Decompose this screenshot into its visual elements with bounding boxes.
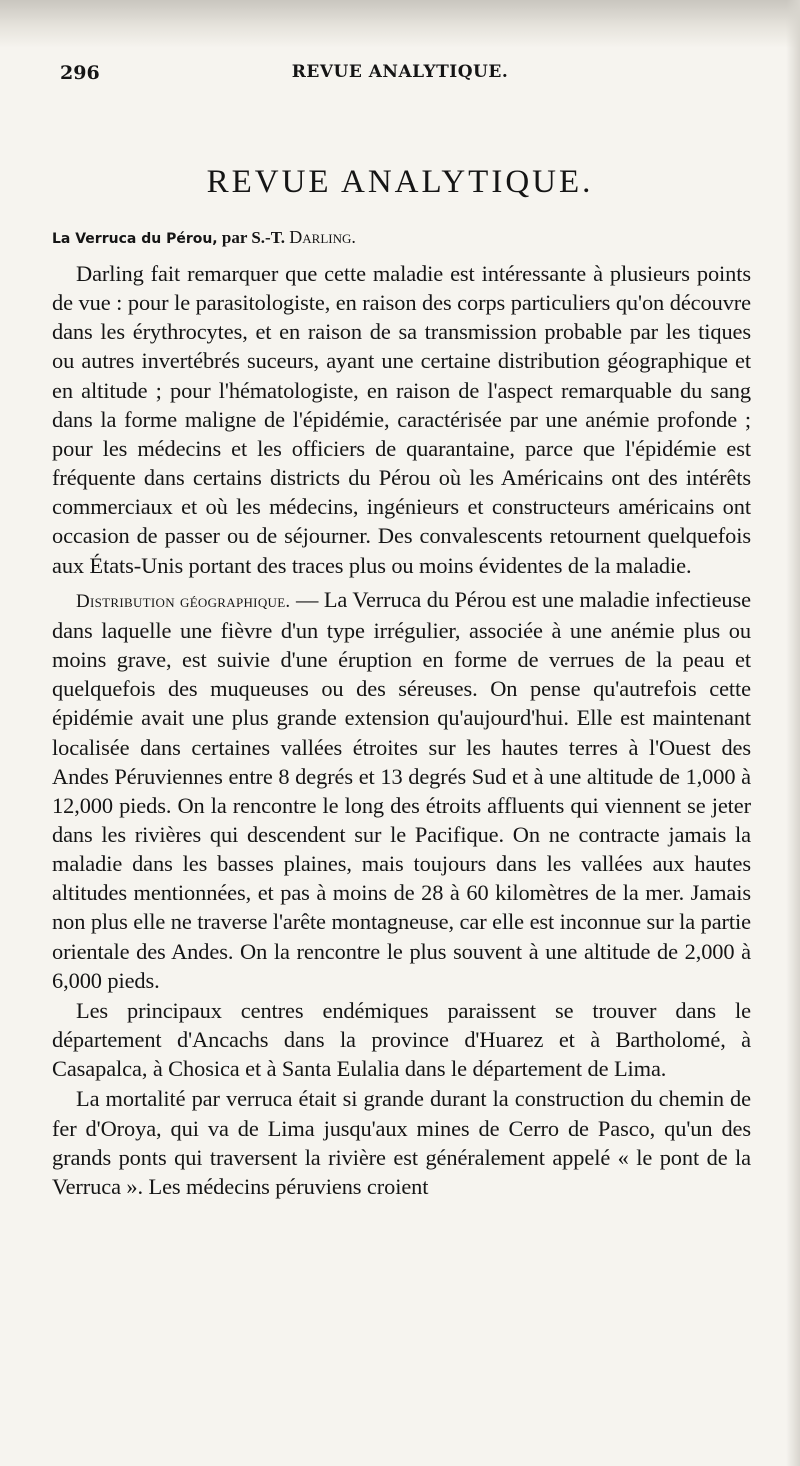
article-heading bbox=[52, 225, 751, 251]
paragraph-distribution-text: — La Verruca du Pérou est une maladie infectieuse dans laquelle une fièvre d'un type irrégulier, associée à une anémie plus ou moins grave, est suivie d'une éruption en forme de verrues de la peau et quelquefois des muqueuses ou des séreuses. On pense qu'autrefois cette épidémie avait une plus grande extension qu'aujourd'hui. Elle est maintenant localisée dans certaines vallées étroites sur les hautes terres à l'Ouest des Andes Péruviennes entre 8 degrés et 13 degrés Sud et à une altitude de 1,000 à 12,000 pieds. On la rencontre le long des étroits affluents qui viennent se jeter dans les rivières qui descendent sur le Pacifique. On ne contracte jamais la maladie dans les basses plaines, mais toujours dans les vallées aux hautes altitudes mentionnées, et pas à moins de 28 à 60 kilomètres de la mer. Jamais non plus elle ne traverse l'arête montagneuse, car elle est inconnue sur la partie orientale des Andes. On la rencontre le plus souvent à une altitude de 2,000 à 6,000 pieds. bbox=[52, 586, 751, 993]
article bbox=[52, 225, 751, 1201]
running-title: REVUE ANALYTIQUE. bbox=[291, 62, 509, 82]
page-number: 296 bbox=[60, 62, 100, 84]
paragraph-mortality: La mortalité par verruca était si grande durant la construction du chemin de fer d'Oroya, qui va de Lima jusqu'aux mines de Cerro de Pasco, qu'un des grands ponts qui traversent la rivière est généralement appelé « le pont de la Verruca ». Les médecins péruviens croient bbox=[52, 1086, 751, 1199]
article-title: La Verruca du Pérou, bbox=[52, 231, 218, 247]
paragraph-intro: Darling fait remarquer que cette maladie est intéressante à plusieurs points de vue : pour le parasitologiste, en raison des corps particuliers qu'on découvre dans les érythrocytes, et en raison de sa transmission probable par les tiques ou autres invertébrés suceurs, ayant une certaine distribution géographique et en altitude ; pour l'hématologiste, en raison de l'aspect remarquable du sang dans la forme maligne de l'épidémie, caractérisée par une anémie profonde ; pour les médecins et les officiers de quarantaine, parce que l'épidémie est fréquente dans certains districts du Pérou où les Américains ont des intérêts commerciaux et où les médecins, ingénieurs et constructeurs américains ont occasion de passer ou de séjourner. Des convalescents retournent quelquefois aux États-Unis portant des traces plus ou moins évidentes de la maladie. bbox=[52, 261, 751, 578]
paragraph-subheading: Distribution géographique. bbox=[76, 590, 291, 612]
paragraph-distribution bbox=[52, 585, 751, 995]
running-header bbox=[60, 62, 740, 86]
paragraph-endemic-centres: Les principaux centres endémiques paraissent se trouver dans le département d'Ancachs dans la province d'Huarez et à Bartholomé, à Casapalca, à Chosica et à Santa Eulalia dans le département de Lima. bbox=[52, 997, 751, 1082]
article-byline-prefix: par S.-T. bbox=[221, 228, 286, 247]
article-author: Darling. bbox=[289, 227, 356, 247]
section-title: REVUE ANALYTIQUE. bbox=[206, 164, 594, 201]
